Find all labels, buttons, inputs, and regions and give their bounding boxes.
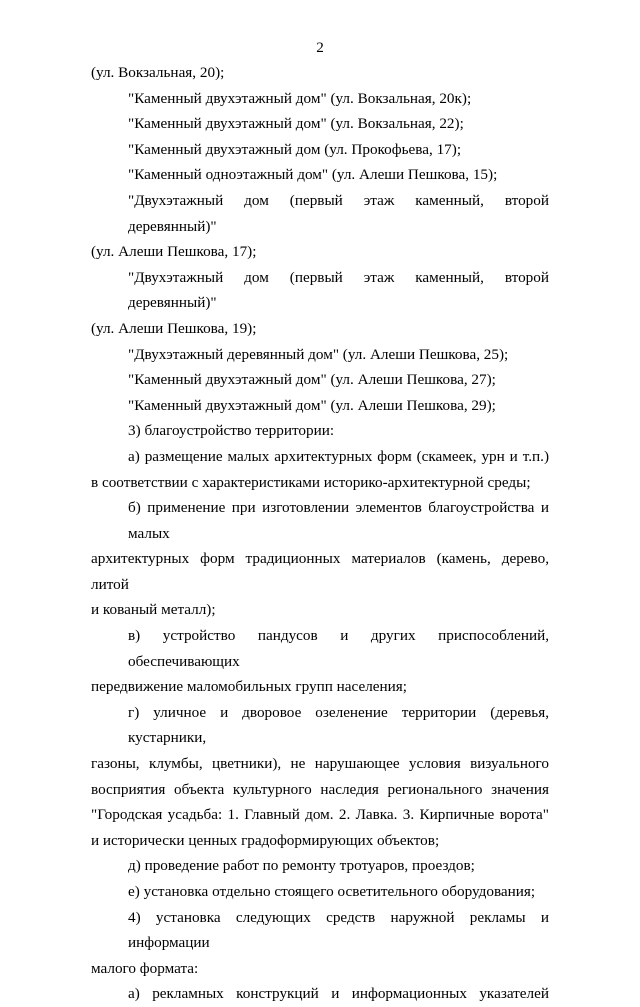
text-line: "Каменный двухэтажный дом" (ул. Вокзальная, 20к); — [128, 89, 472, 107]
text-line: е) установка отдельно стоящего осветительного оборудования; — [128, 883, 536, 900]
paragraph — [91, 111, 549, 137]
text-line: малого формата: — [91, 959, 199, 977]
paragraph — [91, 700, 549, 854]
text-line: "Каменный двухэтажный дом" (ул. Алеши Пешкова, 27); — [128, 371, 496, 389]
paragraph — [91, 188, 549, 265]
text-line: 3) благоустройство территории: — [128, 422, 335, 440]
paragraph — [91, 418, 549, 444]
text-line: "Двухэтажный деревянный дом" (ул. Алеши Пешкова, 25); — [128, 345, 509, 363]
paragraph — [91, 495, 549, 623]
paragraph — [91, 444, 549, 495]
paragraph — [91, 367, 549, 393]
text-line: а) размещение малых архитектурных форм (скамеек, урн и т.п.) — [128, 447, 549, 465]
paragraph — [91, 162, 549, 188]
text-line: в соответствии с характеристиками историко-архитектурной среды; — [91, 473, 531, 491]
paragraph — [91, 905, 549, 982]
text-line: "Каменный двухэтажный дом" (ул. Вокзальная, 22); — [128, 115, 464, 133]
paragraph — [91, 137, 549, 163]
text-line: (ул. Алеши Пешкова, 17); — [91, 243, 257, 261]
text-line: "Каменный двухэтажный дом" (ул. Алеши Пешкова, 29); — [128, 396, 496, 414]
text-line: "Городская усадьба: 1. Главный дом. 2. Лавка. 3. Кирпичные ворота" — [91, 806, 549, 824]
text-line: "Каменный одноэтажный дом" (ул. Алеши Пешкова, 15); — [128, 166, 498, 184]
text-line: газоны, клумбы, цветники), не нарушающее условия визуального — [91, 755, 549, 773]
paragraph — [91, 86, 549, 112]
paragraph — [91, 342, 549, 368]
text-line: "Двухэтажный дом (первый этаж каменный, второй деревянный)" — [128, 191, 549, 235]
paragraph — [91, 981, 549, 1007]
paragraph — [91, 853, 549, 879]
text-line: и кованый металл); — [91, 601, 216, 619]
text-line: в) устройство пандусов и других приспособлений, обеспечивающих — [128, 627, 549, 670]
paragraph — [91, 879, 549, 905]
document-body — [91, 60, 549, 1007]
text-line: (ул. Вокзальная, 20); — [91, 64, 225, 81]
paragraph — [91, 60, 549, 86]
text-line: "Каменный двухэтажный дом (ул. Прокофьева, 17); — [128, 140, 462, 158]
text-line: 4) установка следующих средств наружной рекламы и информации — [128, 908, 549, 952]
text-line: г) уличное и дворовое озеленение территории (деревья, кустарники, — [128, 703, 549, 747]
text-line: архитектурных форм традиционных материалов (камень, дерево, литой — [91, 550, 549, 593]
text-line: а) рекламных конструкций и информационных указателей — [128, 985, 549, 1003]
text-line: и исторически ценных градоформирующих объектов; — [91, 831, 440, 849]
paragraph — [91, 393, 549, 419]
text-line: д) проведение работ по ремонту тротуаров, проездов; — [128, 857, 475, 875]
page-number: 2 — [316, 39, 324, 56]
text-line: б) применение при изготовлении элементов благоустройства и малых — [128, 499, 549, 542]
text-line: (ул. Алеши Пешкова, 19); — [91, 319, 257, 337]
text-line: "Двухэтажный дом (первый этаж каменный, второй деревянный)" — [128, 268, 549, 312]
paragraph — [91, 623, 549, 700]
text-line: передвижение маломобильных групп населения; — [91, 678, 407, 696]
paragraph — [91, 265, 549, 342]
text-line: восприятия объекта культурного наследия регионального значения — [91, 780, 549, 798]
